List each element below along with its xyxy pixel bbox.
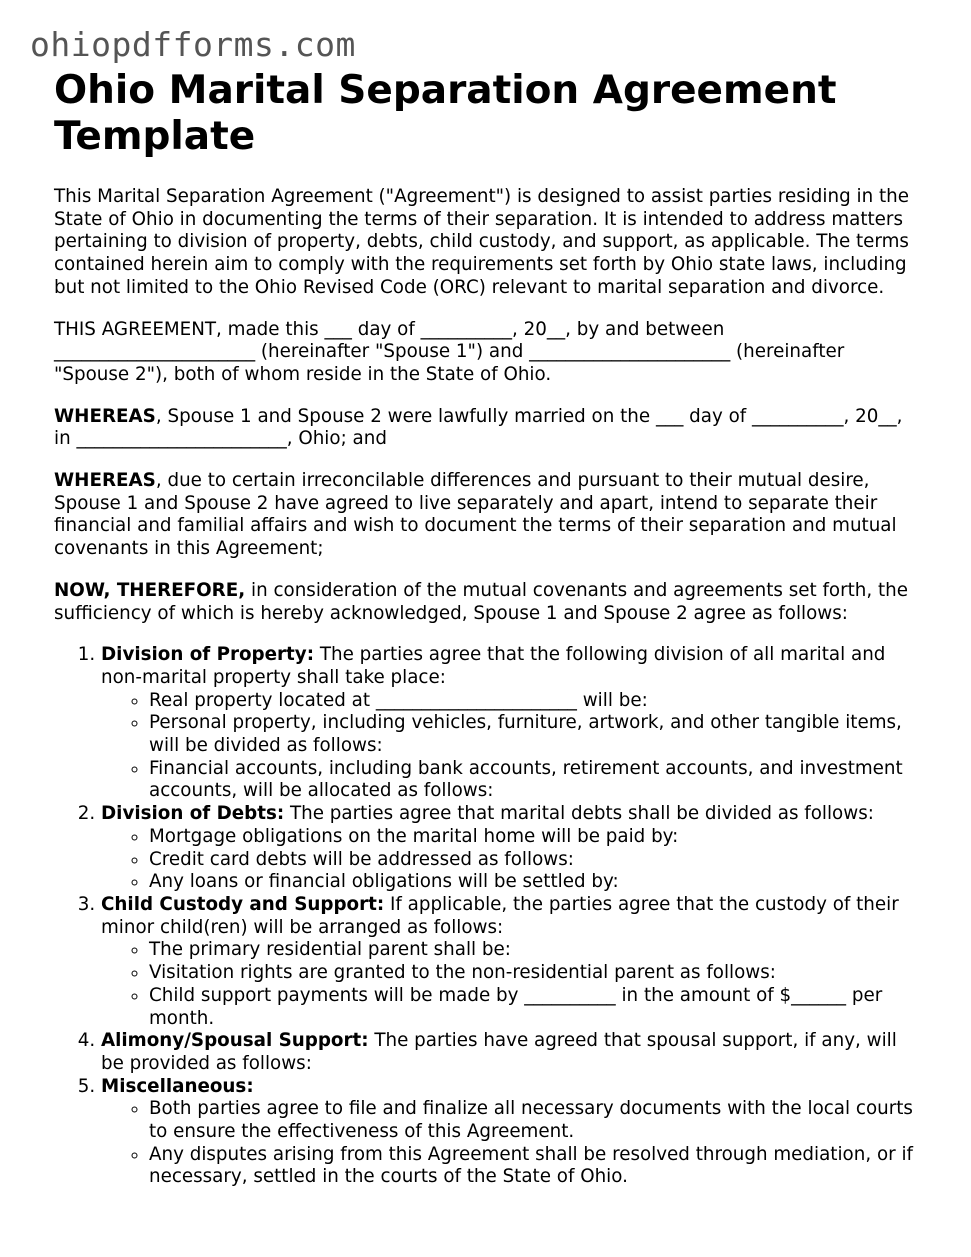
document-page — [54, 68, 924, 1189]
section-heading: Division of Property: — [101, 644, 315, 666]
section-alimony — [101, 1030, 924, 1075]
section-heading: Division of Debts: — [101, 803, 285, 825]
list-item: ◦ Child support payments will be made by __________ in the amount of $______ per month. — [149, 985, 924, 1030]
section-miscellaneous — [101, 1076, 924, 1190]
section-custody — [101, 894, 924, 1030]
section-property — [101, 644, 924, 803]
list-item: ◦ Both parties agree to file and finalize all necessary documents with the local courts to ensure the effectiveness of this Agreement. — [149, 1098, 924, 1143]
intro-paragraph: This Marital Separation Agreement ("Agreement") is designed to assist parties residing in the State of Ohio in documenting the terms of their separation. It is intended to address matters pertaining to division of property, debts, child custody, and support, as applicable. The terms contained herein aim to comply with the requirements set forth by Ohio state laws, including but not limited to the Ohio Revised Code (ORC) relevant to marital separation and divorce. — [54, 186, 909, 298]
list-item: ◦ Any loans or financial obligations will be settled by: — [149, 871, 924, 894]
section-sublist — [101, 826, 924, 894]
whereas-text: , due to certain irreconcilable differences and pursuant to their mutual desire, Spouse 1 and Spouse 2 have agreed to live separately and apart, intend to separate their financial and familial affairs and wish to document the terms of their separation and mutual covenants in this Agreement; — [54, 470, 897, 560]
list-item: ◦ Financial accounts, including bank accounts, retirement accounts, and investment accounts, will be allocated as follows: — [149, 758, 924, 803]
now-therefore-lead: NOW, THEREFORE, — [54, 579, 246, 601]
whereas-paragraph-2 — [54, 470, 924, 561]
document-title: Ohio Marital Separation Agreement Template — [54, 68, 837, 159]
section-heading: Child Custody and Support: — [101, 893, 385, 915]
list-item: ◦ The primary residential parent shall be: — [149, 939, 924, 962]
whereas-lead: WHEREAS — [54, 470, 156, 492]
list-item: ◦ Any disputes arising from this Agreement shall be resolved through mediation, or if necessary, settled in the courts of the State of Ohio. — [149, 1144, 924, 1189]
terms-list — [54, 644, 924, 1189]
section-sublist — [101, 939, 924, 1030]
section-heading: Alimony/Spousal Support: — [101, 1030, 369, 1052]
section-text: If applicable, the parties agree that the custody of their minor child(ren) will be arranged as follows: — [101, 893, 899, 938]
watermark-text: ohiopdfforms.com — [30, 25, 356, 64]
whereas-paragraph-1 — [54, 406, 924, 451]
section-heading: Miscellaneous: — [101, 1075, 254, 1097]
section-text: The parties agree that the following division of all marital and non-marital property shall take place: — [101, 644, 886, 688]
list-item: ◦ Visitation rights are granted to the non-residential parent as follows: — [149, 962, 924, 985]
section-text: The parties agree that marital debts shall be divided as follows: — [284, 803, 874, 825]
list-item: ◦ Personal property, including vehicles, furniture, artwork, and other tangible items, will be divided as follows: — [149, 712, 924, 757]
list-item: ◦ Mortgage obligations on the marital home will be paid by: — [149, 826, 924, 849]
section-debts — [101, 803, 924, 894]
agreement-paragraph: THIS AGREEMENT, made this ___ day of __________, 20__, by and between ______________________ (hereinafter "Spouse 1") and ______________________ (hereinafter "Spouse 2"), both of whom reside in the State of Ohio. — [54, 318, 845, 385]
section-sublist — [101, 690, 924, 804]
list-item: ◦ Real property located at ______________________ will be: — [149, 690, 924, 713]
now-therefore-text: in consideration of the mutual covenants and agreements set forth, the sufficiency of which is hereby acknowledged, Spouse 1 and Spouse 2 agree as follows: — [54, 579, 908, 624]
now-therefore-paragraph — [54, 580, 924, 625]
whereas-text: , Spouse 1 and Spouse 2 were lawfully married on the ___ day of __________, 20__, in _______________________, Ohio; and — [54, 405, 903, 450]
list-item: ◦ Credit card debts will be addressed as follows: — [149, 849, 924, 872]
whereas-lead: WHEREAS — [54, 405, 156, 427]
section-sublist — [101, 1098, 924, 1189]
section-text: The parties have agreed that spousal support, if any, will be provided as follows: — [101, 1030, 897, 1074]
